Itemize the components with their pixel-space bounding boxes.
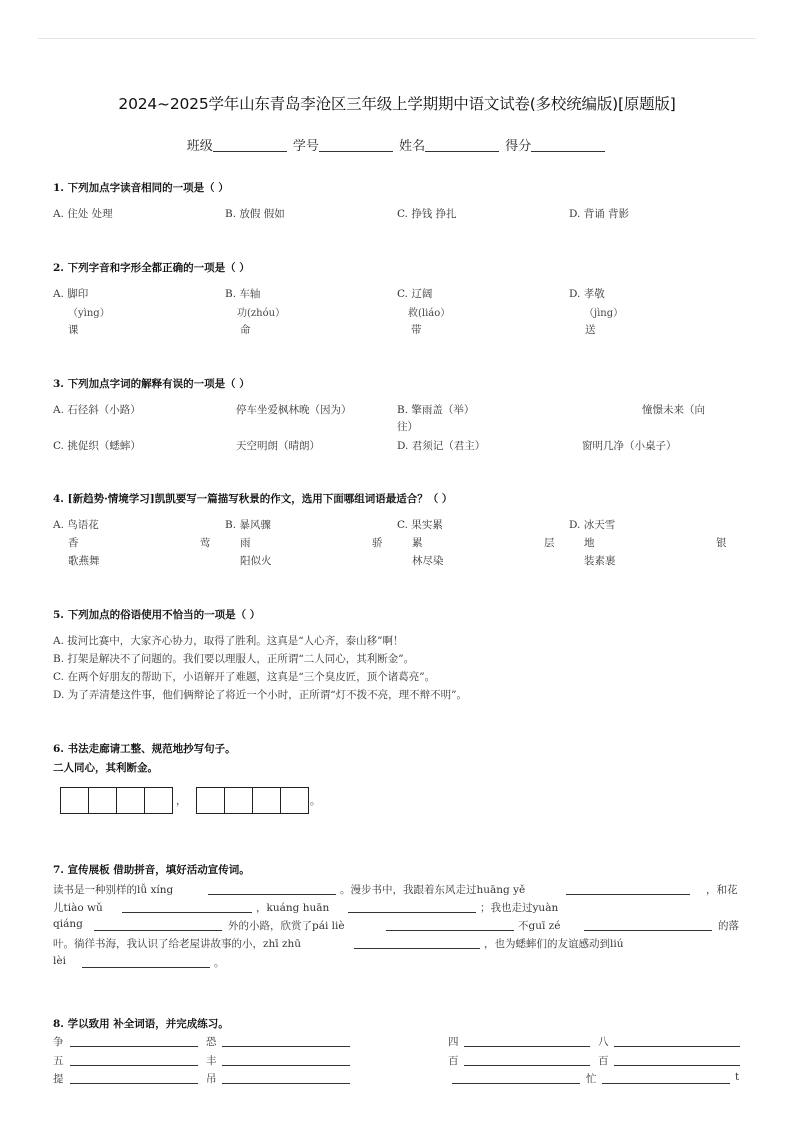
q2-option-c[interactable]: C. 辽阔: [397, 288, 433, 300]
q3-option-a[interactable]: A. 石径斜（小路）: [53, 404, 141, 416]
q8-blank[interactable]: [70, 1045, 198, 1047]
question-2-stem: 2. 下列字音和字形全都正确的一项是（ ）: [53, 262, 250, 274]
q7-text: ，和花: [706, 884, 738, 896]
q2-option-b-pinyin: 功(zhóu）: [237, 308, 286, 319]
q8-blank[interactable]: [602, 1082, 730, 1084]
q5-option-d[interactable]: D. 为了弄清楚这件事，他们俩辩论了将近一个小时，正所谓“灯不拨不亮，理不辩不明”。: [53, 689, 467, 701]
q7-blank[interactable]: [94, 929, 222, 931]
question-6-stem: 6. 书法走廊请工整、规范地抄写句子。: [53, 743, 236, 755]
q7-text: qiáng: [53, 918, 83, 930]
writing-cell[interactable]: [116, 787, 144, 814]
q4-option-b[interactable]: B. 暴风骤: [225, 519, 271, 531]
q4-option-d[interactable]: D. 冰天雪: [569, 519, 616, 531]
q4-option-d-part4: 装素裹: [584, 555, 616, 567]
q8-char: 吊: [206, 1073, 217, 1085]
q4-option-a-part4: 歌燕舞: [68, 555, 100, 567]
writing-cell[interactable]: [60, 787, 88, 814]
score-field[interactable]: [531, 138, 605, 152]
q8-char: 百: [448, 1055, 459, 1067]
question-7-stem: 7. 宣传展板 借助拼音，填好活动宣传词。: [53, 864, 250, 876]
q7-blank[interactable]: [208, 893, 336, 895]
q7-text: 。漫步书中，我跟着东风走过huāng yě: [340, 884, 526, 896]
q3-option-a-second: 停车坐爱枫林晚（因为）: [236, 404, 352, 416]
q8-char: 丰: [206, 1055, 217, 1067]
q4-option-b-part4: 阳似火: [240, 555, 272, 567]
q4-option-d-part2: 地: [584, 537, 595, 549]
question-8-stem: 8. 学以致用 补全词语，并完成练习。: [53, 1018, 229, 1030]
q4-option-c-part2: 累: [412, 537, 423, 549]
q7-text: 。: [214, 957, 225, 969]
q4-option-d-part3: 银: [716, 537, 727, 549]
q3-option-b-wrap: 往）: [397, 421, 418, 433]
q2-option-a[interactable]: A. 脚印: [53, 288, 89, 300]
name-label: 姓名: [399, 139, 426, 154]
q8-blank[interactable]: [70, 1082, 198, 1084]
q7-text: 读书是一种别样的lǚ xíng: [53, 884, 174, 896]
q7-text: ，kuáng huān: [256, 902, 330, 914]
q6-sentence: 二人同心，其利断金。: [53, 762, 158, 774]
q3-option-d-second: 窗明几净（小桌子）: [582, 440, 677, 452]
q6-period: 。: [310, 795, 321, 807]
q6-writing-grid-1: [60, 787, 173, 813]
q5-option-a[interactable]: A. 拔河比赛中，大家齐心协力，取得了胜利。这真是“人心齐，泰山移”啊！: [53, 635, 404, 647]
q2-option-c-pinyin: 救(liáo）: [408, 308, 451, 319]
question-4-stem: 4. [新趋势·情境学习]凯凯要写一篇描写秋景的作文，选用下面哪组词语最适合？（ ）: [53, 493, 453, 505]
q2-option-c-word: 带: [411, 324, 422, 336]
q7-text: 叶。徜徉书海，我认识了给老屋讲故事的小，zhī zhū: [53, 938, 302, 950]
name-field[interactable]: [425, 138, 499, 152]
page-title: 2024~2025学年山东青岛李沧区三年级上学期期中语文试卷(多校统编版)[原题版]: [118, 95, 676, 113]
writing-cell[interactable]: [144, 787, 173, 814]
q7-text: lèi: [53, 955, 66, 967]
q7-text: 外的小路，欣赏了pái liè: [228, 920, 345, 932]
q8-blank[interactable]: [614, 1045, 740, 1047]
q5-option-c[interactable]: C. 在两个好朋友的帮助下，小语解开了难题，这真是“三个臭皮匠，顶个诸葛亮”。: [53, 671, 436, 683]
q8-blank[interactable]: [70, 1064, 198, 1066]
q3-option-b[interactable]: B. 擎雨盖（举）: [397, 404, 475, 416]
q2-option-a-pinyin: （yìng）: [68, 308, 110, 319]
q7-blank[interactable]: [386, 929, 514, 931]
q4-option-b-part3: 骄: [372, 537, 383, 549]
score-label: 得分: [505, 139, 532, 154]
q1-option-c[interactable]: C. 挣钱 挣扎: [397, 208, 457, 220]
q1-option-d[interactable]: D. 背诵 背影: [569, 208, 630, 220]
q8-blank[interactable]: [222, 1045, 350, 1047]
q8-char: t: [735, 1071, 740, 1083]
q8-blank[interactable]: [464, 1064, 590, 1066]
question-1-stem: 1. 下列加点字读音相同的一项是（ ）: [53, 182, 229, 194]
writing-cell[interactable]: [88, 787, 116, 814]
q7-text: 儿tiào wǔ: [53, 902, 103, 914]
q7-text: 的落: [718, 920, 739, 932]
q6-comma: ，: [176, 795, 187, 807]
q2-option-b[interactable]: B. 车轴: [225, 288, 261, 300]
number-field[interactable]: [319, 138, 393, 152]
q2-option-d-pinyin: （jìng）: [584, 308, 624, 319]
class-label: 班级: [186, 139, 213, 154]
q8-blank[interactable]: [452, 1082, 580, 1084]
q8-blank[interactable]: [464, 1045, 590, 1047]
q3-option-c[interactable]: C. 挑促织（蟋蟀）: [53, 440, 141, 452]
q4-option-a-part3: 莺: [200, 537, 211, 549]
q8-char: 恐: [206, 1036, 217, 1048]
writing-cell[interactable]: [224, 787, 252, 814]
q7-blank[interactable]: [354, 947, 480, 949]
q5-option-b[interactable]: B. 打架是解决不了问题的。我们要以理服人，正所谓“二人同心，其利断金”。: [53, 653, 415, 665]
writing-cell[interactable]: [252, 787, 280, 814]
question-5-stem: 5. 下列加点的俗语使用不恰当的一项是（ ）: [53, 609, 261, 621]
class-field[interactable]: [213, 138, 287, 152]
q8-blank[interactable]: [614, 1064, 740, 1066]
q8-char: 提: [53, 1073, 64, 1085]
q8-blank[interactable]: [222, 1082, 350, 1084]
q7-text: ，也为蟋蟀们的友谊感动到liú: [484, 938, 624, 950]
q8-char: 争: [53, 1036, 64, 1048]
q7-blank[interactable]: [348, 911, 476, 913]
q3-option-d[interactable]: D. 君须记（君主）: [397, 440, 486, 452]
q4-option-a-part2: 香: [68, 537, 79, 549]
number-label: 学号: [292, 139, 319, 154]
q1-option-a[interactable]: A. 住处 处理: [53, 208, 113, 220]
student-info-row: [0, 135, 794, 154]
q4-option-b-part2: 雨: [240, 537, 251, 549]
q7-blank[interactable]: [82, 966, 210, 968]
q4-option-c-part3: 层: [544, 537, 555, 549]
header-divider: [38, 38, 756, 39]
q8-char: 忙: [586, 1073, 597, 1085]
q8-char: 五: [53, 1055, 64, 1067]
q3-option-b-second: 憧憬未来（向: [642, 404, 705, 416]
q4-option-c[interactable]: C. 果实累: [397, 519, 443, 531]
q7-blank[interactable]: [122, 911, 252, 913]
q8-char: 百: [598, 1055, 609, 1067]
writing-cell[interactable]: [280, 787, 309, 814]
writing-cell[interactable]: [196, 787, 224, 814]
q4-option-c-part4: 林尽染: [412, 555, 444, 567]
q2-option-a-word: 课: [68, 324, 79, 336]
q8-char: 四: [448, 1036, 459, 1048]
q4-option-a[interactable]: A. 鸟语花: [53, 519, 99, 531]
q7-text: ；我也走过yuàn: [480, 902, 559, 914]
q2-option-b-word: 命: [240, 324, 251, 336]
q2-option-d-word: 送: [585, 324, 596, 336]
q7-blank[interactable]: [584, 929, 712, 931]
q7-blank[interactable]: [566, 893, 690, 895]
q1-option-b[interactable]: B. 放假 假如: [225, 208, 285, 220]
q3-option-c-second: 天空明朗（晴朗）: [236, 440, 320, 452]
q7-text: 不guī zé: [518, 920, 561, 932]
q2-option-d[interactable]: D. 孝敬: [569, 288, 605, 300]
q8-char: 八: [598, 1036, 609, 1048]
q8-blank[interactable]: [222, 1064, 350, 1066]
q6-writing-grid-2: [196, 787, 309, 813]
question-3-stem: 3. 下列加点字词的解释有误的一项是（ ）: [53, 378, 250, 390]
